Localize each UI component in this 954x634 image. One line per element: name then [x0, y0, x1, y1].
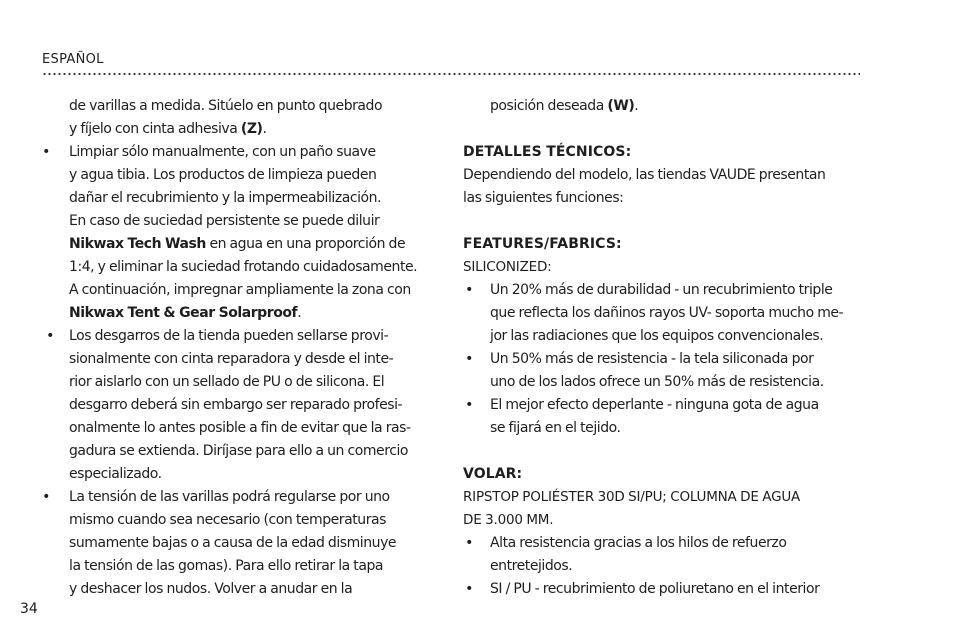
bullet-item-resistance: • Un 50% más de resistencia - la tela siliconada por	[463, 348, 863, 371]
right-column	[463, 95, 863, 601]
bullet-item-water-repellent: • El mejor efecto deperlante - ninguna gota de agua	[463, 394, 863, 417]
subheading-siliconized: SILICONIZED:	[463, 259, 552, 275]
bullet-icon: •	[465, 282, 473, 298]
text-line: la tensión de las gomas). Para ello retirar la tapa	[69, 558, 384, 574]
header-language-label: ESPAÑOL	[42, 52, 104, 67]
text-line: posición deseada (W).	[490, 98, 639, 114]
text-line: y agua tibia. Los productos de limpieza pueden	[69, 167, 377, 183]
bullet-item-tension: • La tensión de las varillas podrá regularse por uno	[40, 486, 440, 509]
text-line: Dependiendo del modelo, las tiendas VAUDE presentan	[463, 167, 826, 183]
bullet-icon: •	[465, 535, 473, 551]
bullet-icon: •	[465, 397, 473, 413]
text-line: DE 3.000 MM.	[463, 512, 554, 528]
section-heading-features: FEATURES/FABRICS:	[463, 236, 622, 252]
page-number: 34	[20, 601, 38, 617]
section-heading-volar: VOLAR:	[463, 466, 523, 482]
text-line: onalmente lo antes posible a fin de evitar que la ras-	[69, 420, 411, 436]
text-line: En caso de suciedad persistente se puede diluir	[69, 213, 380, 229]
text-line: jor las radiaciones que los equipos convencionales.	[490, 328, 824, 344]
text-line: sionalmente con cinta reparadora y desde el inte-	[69, 351, 394, 367]
text-line: de varillas a medida. Sitúelo en punto quebrado	[69, 98, 383, 114]
left-column	[40, 95, 440, 601]
text-line: uno de los lados ofrece un 50% más de resistencia.	[490, 374, 824, 390]
text-line: Nikwax Tent & Gear Solarproof.	[69, 305, 302, 321]
bullet-icon: •	[465, 351, 473, 367]
text-line: mismo cuando sea necesario (con temperaturas	[69, 512, 386, 528]
section-heading-detalles: DETALLES TÉCNICOS:	[463, 144, 632, 160]
bullet-item-si-pu: • SI / PU - recubrimiento de poliuretano en el interior	[463, 578, 863, 601]
text-line: dañar el recubrimiento y la impermeabilización.	[69, 190, 382, 206]
bullet-item-tears: • Los desgarros de la tienda pueden sellarse provi-	[40, 325, 440, 348]
bullet-icon: •	[42, 144, 50, 160]
bullet-icon: •	[46, 328, 54, 344]
text-line: rior aislarlo con un sellado de PU o de silicona. El	[69, 374, 385, 390]
bullet-icon: •	[465, 581, 473, 597]
text-line: Nikwax Tech Wash en agua en una proporción de	[69, 236, 406, 252]
text-line: las siguientes funciones:	[463, 190, 624, 206]
text-line: y deshacer los nudos. Volver a anudar en la	[69, 581, 353, 597]
text-line: desgarro deberá sin embargo ser reparado profesi-	[69, 397, 403, 413]
text-line: y fíjelo con cinta adhesiva (Z).	[69, 121, 267, 137]
text-line: especializado.	[69, 466, 162, 482]
dotted-divider	[42, 70, 860, 78]
text-line: gadura se extienda. Diríjase para ello a un comercio	[69, 443, 408, 459]
text-line: se fijará en el tejido.	[490, 420, 621, 436]
text-line: A continuación, impregnar ampliamente la zona con	[69, 282, 411, 298]
text-line: 1:4, y eliminar la suciedad frotando cuidadosamente.	[69, 259, 418, 275]
text-line: que reflecta los dañinos rayos UV- soporta mucho me-	[490, 305, 844, 321]
bullet-icon: •	[42, 489, 50, 505]
bullet-item-cleaning: • Limpiar sólo manualmente, con un paño suave	[40, 141, 440, 164]
text-line: RIPSTOP POLIÉSTER 30D SI/PU; COLUMNA DE AGUA	[463, 489, 801, 505]
bullet-item-high-resistance: • Alta resistencia gracias a los hilos de refuerzo	[463, 532, 863, 555]
text-line: sumamente bajas o a causa de la edad disminuye	[69, 535, 397, 551]
bullet-item-durability: • Un 20% más de durabilidad - un recubrimiento triple	[463, 279, 863, 302]
text-line: entretejidos.	[490, 558, 573, 574]
